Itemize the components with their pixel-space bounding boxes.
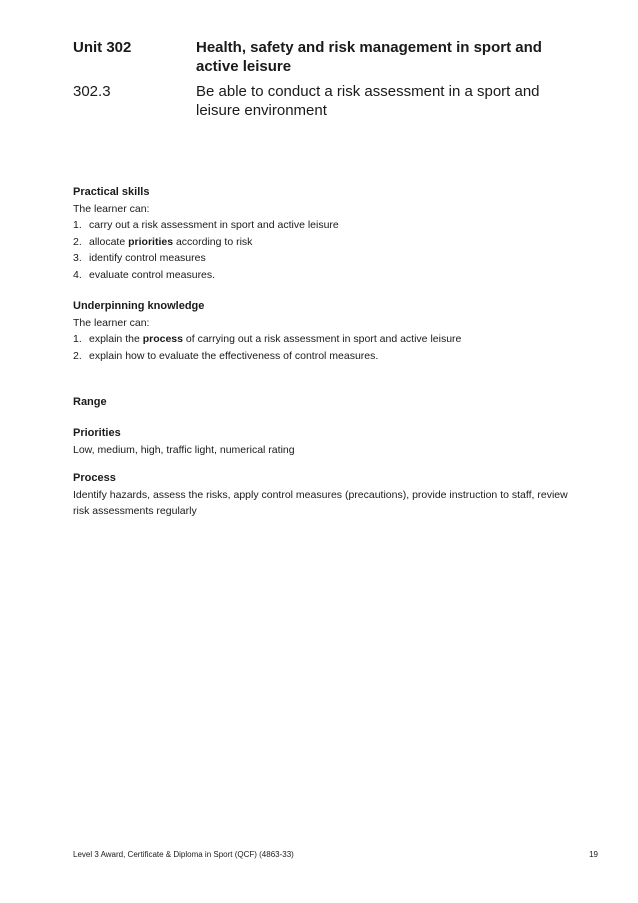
priorities-text: Low, medium, high, traffic light, numerical rating [73, 443, 295, 456]
priorities-section [73, 425, 573, 458]
list-item-keyword: process [142, 333, 183, 345]
list-item-number: 1. [73, 219, 82, 231]
priorities-heading: Priorities [73, 427, 121, 439]
list-item [73, 267, 573, 284]
list-item-text [89, 348, 378, 365]
list-item-text-pre: explain how to evaluate the effectiveness of control measures. [89, 349, 379, 362]
list-item-number: 1. [73, 333, 82, 345]
outcome-label: 302.3 [73, 83, 111, 100]
list-item-text [89, 331, 461, 348]
list-item-text [89, 217, 339, 234]
unit-title: Health, safety and risk management in sport and active leisure [196, 39, 542, 75]
practical-skills-section [73, 184, 573, 283]
list-item [73, 250, 573, 267]
list-item-text-post: according to risk [173, 235, 253, 248]
list-item-text-pre: allocate [89, 235, 129, 248]
practical-skills-list [73, 217, 573, 283]
underpinning-knowledge-list [73, 331, 573, 364]
list-item-text [89, 267, 215, 284]
outcome-header-row [73, 82, 573, 120]
list-item-text [89, 234, 252, 251]
page-number: 19 [589, 850, 598, 859]
list-item-number: 4. [73, 268, 82, 281]
list-item [73, 217, 573, 234]
list-item [73, 234, 573, 251]
list-item-number: 2. [73, 349, 82, 362]
outcome-title: Be able to conduct a risk assessment in a sport and leisure environment [196, 83, 540, 119]
practical-skills-heading: Practical skills [73, 186, 150, 198]
list-item-text-pre: evaluate control measures. [89, 268, 216, 281]
list-item [73, 331, 573, 348]
process-heading: Process [73, 472, 116, 484]
process-text: Identify hazards, assess the risks, apply control measures (precautions), provide instruction to staff, review risk assessments regularly [73, 488, 568, 517]
underpinning-knowledge-section [73, 298, 573, 364]
underpinning-knowledge-heading: Underpinning knowledge [73, 300, 205, 312]
list-item [73, 348, 573, 365]
list-item-text-pre: identify control measures [89, 252, 206, 264]
list-item-text-pre: carry out a risk assessment in sport and active leisure [89, 219, 339, 231]
underpinning-knowledge-intro: The learner can: [73, 316, 150, 329]
list-item-text-pre: explain the [89, 333, 143, 345]
unit-label: Unit 302 [73, 39, 132, 56]
list-item-number: 2. [73, 235, 82, 248]
range-heading: Range [73, 396, 107, 408]
unit-header-row [73, 38, 573, 76]
range-section [73, 394, 573, 411]
list-item-text [89, 250, 206, 267]
practical-skills-intro: The learner can: [73, 202, 150, 215]
list-item-keyword: priorities [128, 235, 174, 248]
list-item-text-post: of carrying out a risk assessment in sport and active leisure [183, 333, 462, 345]
process-section [73, 470, 573, 520]
footer-text: Level 3 Award, Certificate & Diploma in Sport (QCF) (4863-33) [73, 850, 294, 859]
list-item-number: 3. [73, 252, 82, 264]
